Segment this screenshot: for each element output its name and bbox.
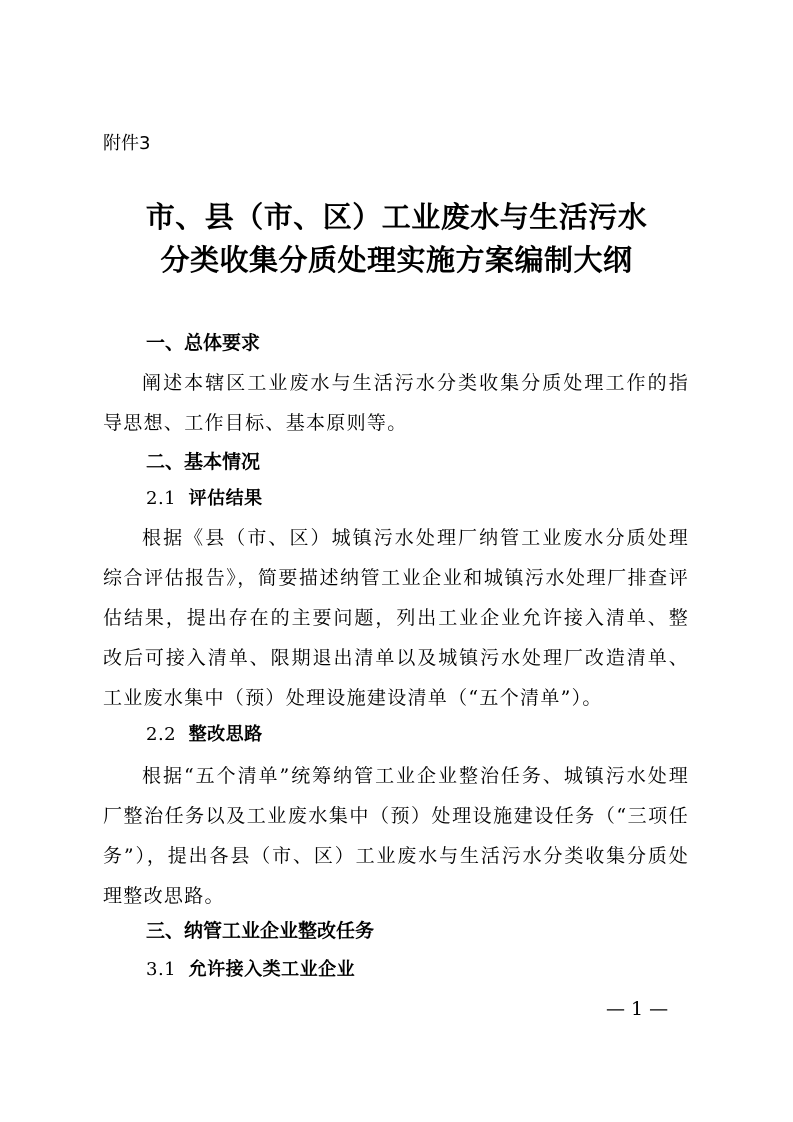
subsection-title: 整改思路 bbox=[188, 724, 263, 745]
subsection-number: 2.1 bbox=[146, 488, 177, 509]
subsection-3-1-heading bbox=[146, 957, 355, 983]
subsection-2-1-heading bbox=[146, 486, 263, 512]
subsection-2-2-paragraph: 根据“五个清单”统筹纳管工业企业整治任务、城镇污水处理厂整治任务以及工业废水集中（预）处理设施建设任务（“三项任务”），提出各县（市、区）工业废水与生活污水分类收集分质处理整改思路。 bbox=[103, 765, 689, 907]
document-title-line-2: 分类收集分质处理实施方案编制大纲 bbox=[160, 243, 633, 277]
subsection-title: 允许接入类工业企业 bbox=[188, 959, 356, 980]
attachment-label: 附件3 bbox=[103, 133, 151, 154]
subsection-2-2-heading bbox=[146, 722, 263, 748]
section-heading-3: 三、纳管工业企业整改任务 bbox=[146, 920, 375, 942]
subsection-2-1-paragraph: 根据《县（市、区）城镇污水处理厂纳管工业废水分质处理综合评估报告》，简要描述纳管工业企业和城镇污水处理厂排查评估结果，提出存在的主要问题，列出工业企业允许接入清单、整改后可接入清单、限期退出清单以及城镇污水处理厂改造清单、工业废水集中（预）处理设施建设清单（“五个清单”）。 bbox=[103, 527, 689, 709]
subsection-number: 3.1 bbox=[146, 959, 177, 980]
section-heading-2: 二、基本情况 bbox=[146, 451, 261, 473]
subsection-number: 2.2 bbox=[146, 724, 177, 745]
document-title-line-1: 市、县（市、区）工业废水与生活污水 bbox=[145, 200, 648, 234]
page-number: — 1 — bbox=[606, 998, 669, 1020]
section-heading-1: 一、总体要求 bbox=[146, 332, 261, 354]
section-1-paragraph: 阐述本辖区工业废水与生活污水分类收集分质处理工作的指导思想、工作目标、基本原则等。 bbox=[103, 372, 689, 434]
subsection-title: 评估结果 bbox=[188, 488, 263, 509]
